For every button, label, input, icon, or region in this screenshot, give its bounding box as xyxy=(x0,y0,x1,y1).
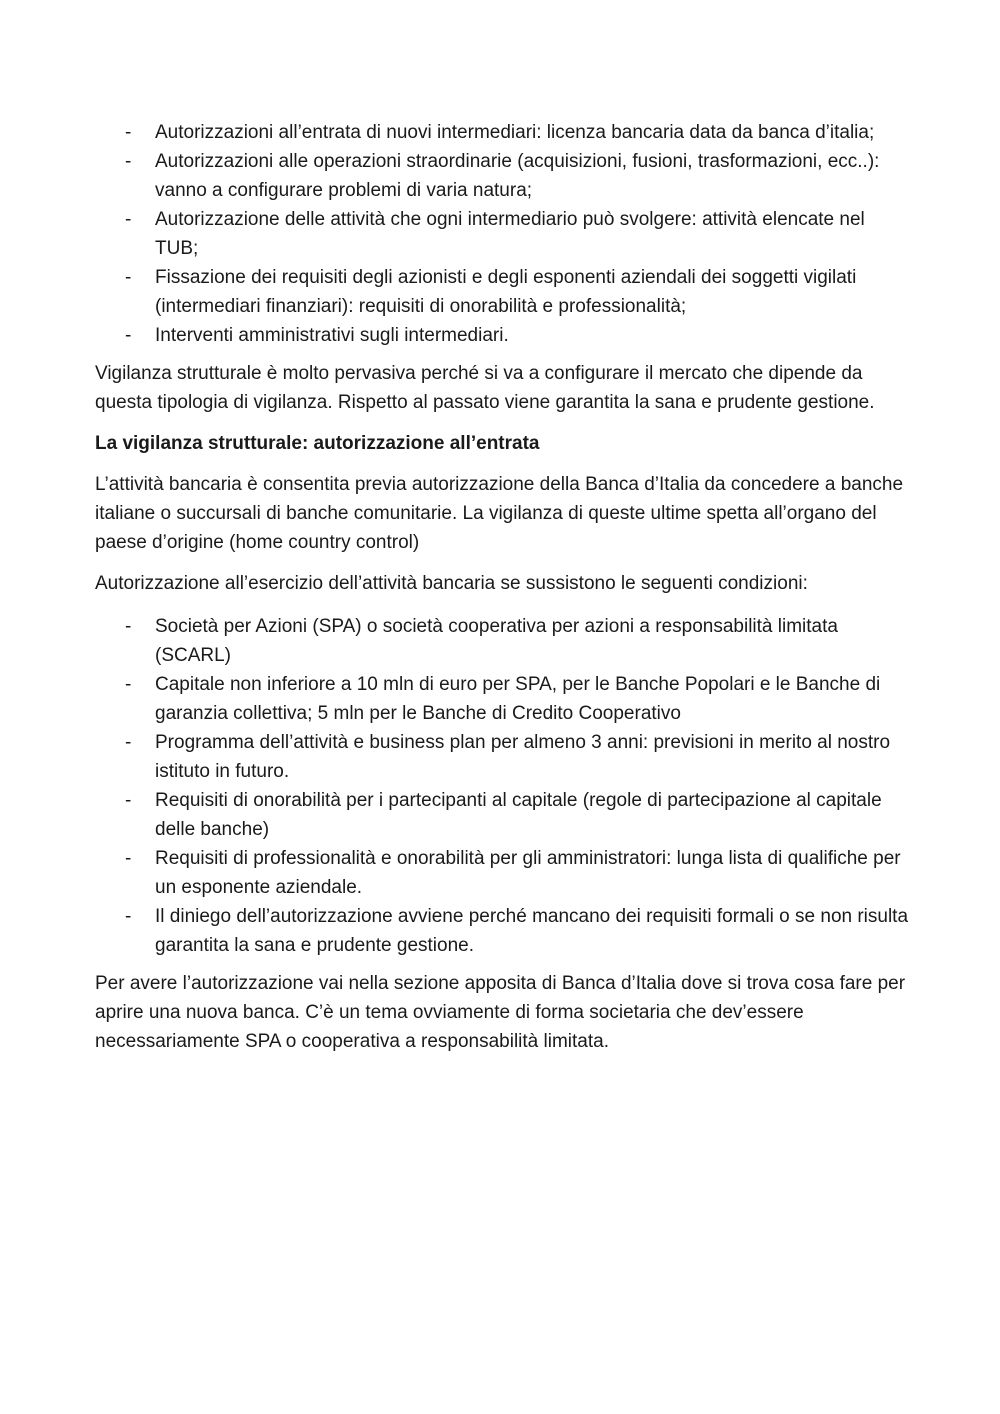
list-item-text: Requisiti di onorabilità per i partecipanti al capitale (regole di partecipazione al capitale delle banche) xyxy=(155,790,882,840)
list-item-text: Fissazione dei requisiti degli azionisti e degli esponenti aziendali dei soggetti vigilati (intermediari finanziari): requisiti di onorabilità e professionalità; xyxy=(155,267,857,317)
authorization-types-list xyxy=(95,118,910,350)
dash-bullet: - xyxy=(125,674,132,695)
dash-bullet: - xyxy=(125,267,132,288)
list-item-text: Interventi amministrativi sugli intermediari. xyxy=(155,325,509,346)
dash-bullet: - xyxy=(125,151,132,172)
dash-bullet: - xyxy=(125,616,132,637)
list-item-text: Società per Azioni (SPA) o società cooperativa per azioni a responsabilità limitata (SCARL) xyxy=(155,616,838,666)
conditions-list xyxy=(95,612,910,960)
paragraph-how-to-apply: Per avere l’autorizzazione vai nella sezione apposita di Banca d’Italia dove si trova cosa fare per aprire una nuova banca. C’è un tema ovviamente di forma societaria che dev’essere necessariamente SPA o cooperativa a responsabilità limitata. xyxy=(95,973,906,1052)
paragraph-conditions-intro: Autorizzazione all’esercizio dell’attività bancaria se sussistono le seguenti condizioni: xyxy=(95,573,808,594)
list-item-text: Autorizzazione delle attività che ogni intermediario può svolgere: attività elencate nel TUB; xyxy=(155,209,865,259)
list-item xyxy=(95,321,910,350)
dash-bullet: - xyxy=(125,325,132,346)
section-heading: La vigilanza strutturale: autorizzazione all’entrata xyxy=(95,433,540,454)
list-item xyxy=(95,728,910,786)
list-item xyxy=(95,612,910,670)
dash-bullet: - xyxy=(125,790,132,811)
document-page xyxy=(95,118,910,1068)
list-item xyxy=(95,786,910,844)
list-item xyxy=(95,844,910,902)
list-item-text: Il diniego dell’autorizzazione avviene perché mancano dei requisiti formali o se non risulta garantita la sana e prudente gestione. xyxy=(155,906,909,956)
paragraph-structural-supervision: Vigilanza strutturale è molto pervasiva perché si va a configurare il mercato che dipende da questa tipologia di vigilanza. Rispetto al passato viene garantita la sana e prudente gestione. xyxy=(95,363,875,413)
dash-bullet: - xyxy=(125,906,132,927)
list-item xyxy=(95,118,910,147)
dash-bullet: - xyxy=(125,848,132,869)
list-item-text: Requisiti di professionalità e onorabilità per gli amministratori: lunga lista di qualifiche per un esponente aziendale. xyxy=(155,848,901,898)
list-item xyxy=(95,902,910,960)
list-item xyxy=(95,205,910,263)
list-item-text: Autorizzazioni alle operazioni straordinarie (acquisizioni, fusioni, trasformazioni, ecc..): vanno a configurare problemi di varia natura; xyxy=(155,151,880,201)
dash-bullet: - xyxy=(125,732,132,753)
list-item xyxy=(95,147,910,205)
list-item xyxy=(95,263,910,321)
dash-bullet: - xyxy=(125,209,132,230)
list-item xyxy=(95,670,910,728)
list-item-text: Autorizzazioni all’entrata di nuovi intermediari: licenza bancaria data da banca d’italia; xyxy=(155,122,875,143)
paragraph-banking-activity: L’attività bancaria è consentita previa autorizzazione della Banca d’Italia da concedere a banche italiane o succursali di banche comunitarie. La vigilanza di queste ultime spetta all’organo del paese d’origine (home country control) xyxy=(95,474,904,553)
dash-bullet: - xyxy=(125,122,132,143)
list-item-text: Capitale non inferiore a 10 mln di euro per SPA, per le Banche Popolari e le Banche di garanzia collettiva; 5 mln per le Banche di Credito Cooperativo xyxy=(155,674,881,724)
list-item-text: Programma dell’attività e business plan per almeno 3 anni: previsioni in merito al nostro istituto in futuro. xyxy=(155,732,891,782)
